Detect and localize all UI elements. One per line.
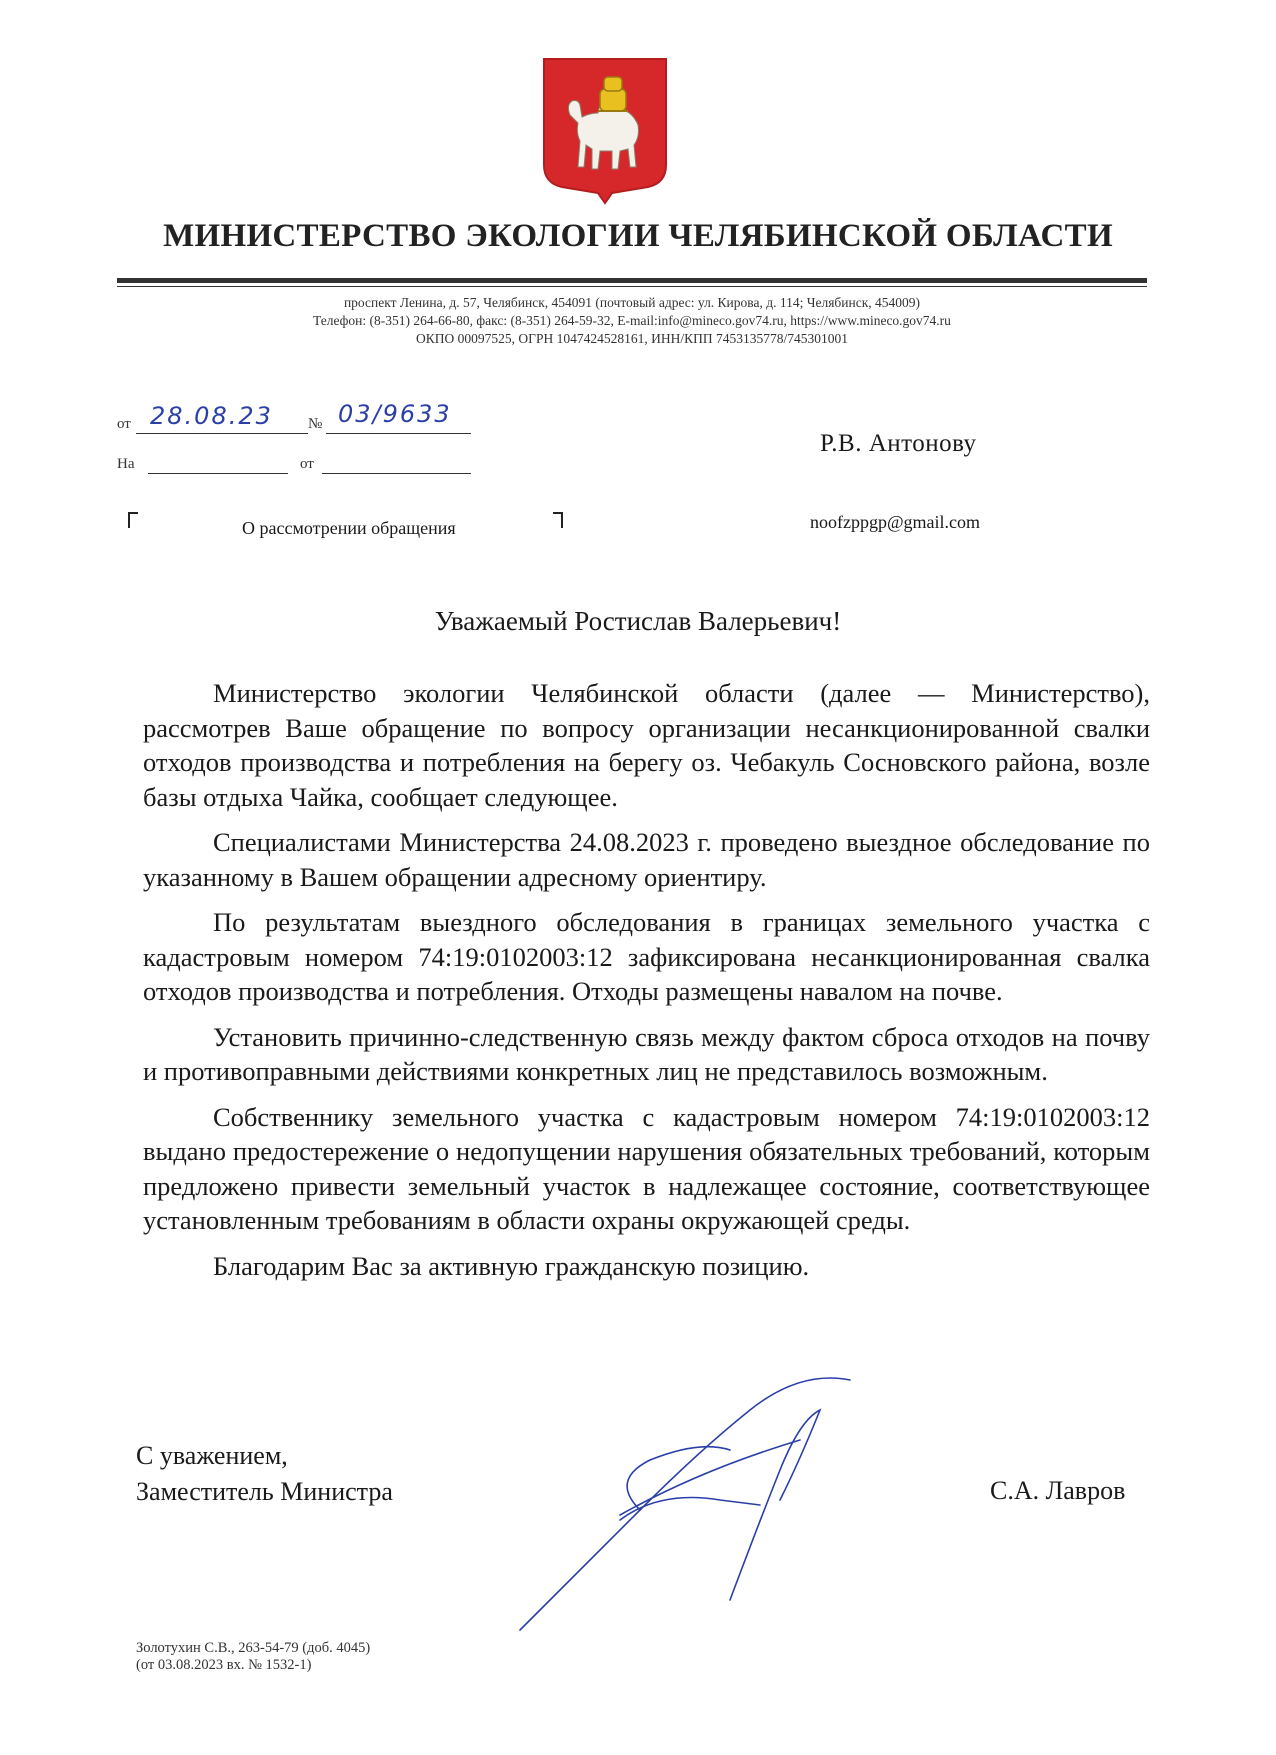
number-label: №	[308, 416, 323, 432]
letterhead-divider	[117, 278, 1147, 283]
signer-name: С.А. Лавров	[990, 1476, 1126, 1505]
on-label: На	[117, 456, 135, 472]
signer-position: Заместитель Министра	[136, 1477, 393, 1506]
incoming-reference: (от 03.08.2023 вх. № 1532-1)	[136, 1657, 312, 1673]
body-paragraph: По результатам выездного обследования в границах земельного участка с кадастровым номером 74:19:0102003:12 зафиксирована несанкционированная свалка отходов производства и потребления. Отходы размещены навалом на почве.	[143, 907, 1150, 1006]
closing: С уважением,	[136, 1441, 288, 1470]
body-paragraph: Специалистами Министерства 24.08.2023 г. проведено выездное обследование по указанному в Вашем обращении адресному ориентиру.	[143, 827, 1150, 892]
recipient-email: noofzppgp@gmail.com	[810, 512, 981, 532]
signature-block	[136, 1438, 393, 1510]
letterhead-divider-thin	[117, 286, 1147, 287]
from-label-2: от	[300, 456, 314, 472]
body-paragraph: Благодарим Вас за активную гражданскую позицию.	[213, 1250, 810, 1281]
executor-line: Золотухин С.В., 263-54-79 (доб. 4045)	[136, 1640, 371, 1656]
from-label: от	[117, 416, 131, 432]
letter-body	[143, 676, 1150, 1294]
from-underline-2	[322, 473, 471, 474]
coat-of-arms-emblem	[540, 55, 670, 205]
number-underline	[326, 433, 471, 434]
handwritten-signature	[500, 1350, 860, 1640]
subject-bracket-left	[128, 512, 138, 528]
registration-date: 28.08.23	[150, 402, 273, 430]
body-paragraph: Собственнику земельного участка с кадастровым номером 74:19:0102003:12 выдано предостережение о недопущении нарушения обязательных требований, которым предложено привести земельный участок в надлежащее состояние, соответствующее установленным требованиям в области охраны окружающей среды.	[143, 1101, 1150, 1235]
salutation: Уважаемый Ростислав Валерьевич!	[434, 606, 842, 636]
executor-info	[136, 1640, 370, 1674]
on-underline	[148, 473, 288, 474]
organization-title: МИНИСТЕРСТВО ЭКОЛОГИИ ЧЕЛЯБИНСКОЙ ОБЛАСТИ	[163, 218, 1113, 254]
body-paragraph: Министерство экологии Челябинской области (далее — Министерство), рассмотрев Ваше обращение по вопросу организации несанкционированной свалки отходов производства и потребления на берегу оз. Чебакуль Сосновского района, возле базы отдыха Чайка, сообщает следующее.	[143, 678, 1150, 812]
body-paragraph: Установить причинно-следственную связь между фактом сброса отходов на почву и противоправными действиями конкретных лиц не представилось возможным.	[143, 1021, 1150, 1086]
requisites-line: ОКПО 00097525, ОГРН 1047424528161, ИНН/КПП 7453135778/745301001	[416, 331, 848, 346]
subject-bracket-right	[553, 512, 563, 528]
address-line: проспект Ленина, д. 57, Челябинск, 454091 (почтовый адрес: ул. Кирова, д. 114; Челябинск, 454009)	[343, 295, 921, 310]
registration-number: 03/9633	[338, 400, 452, 428]
date-underline	[136, 433, 308, 434]
contacts-line: Телефон: (8-351) 264-66-80, факс: (8-351) 264-59-32, E-mail:info@mineco.gov74.ru, https://www.mineco.gov74.ru	[313, 313, 951, 328]
letter-subject: О рассмотрении обращения	[242, 518, 456, 538]
recipient-name: Р.В. Антонову	[820, 430, 977, 457]
